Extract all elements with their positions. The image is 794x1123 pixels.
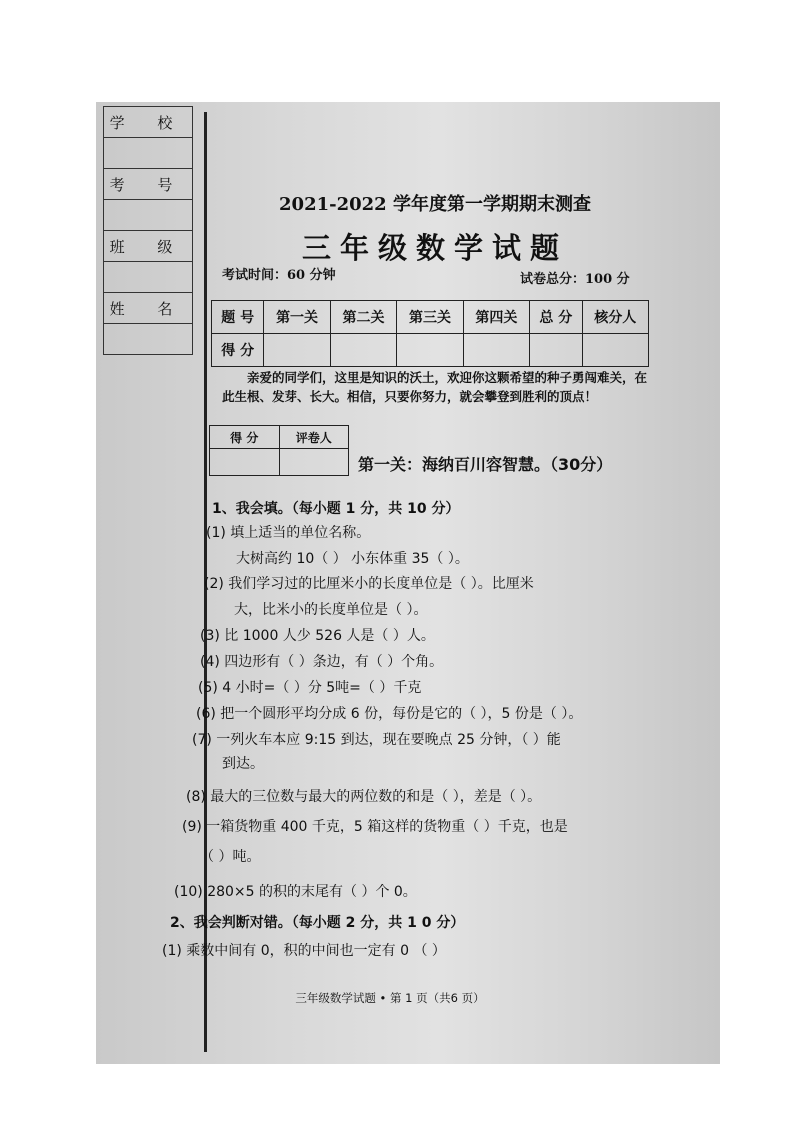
col-header: 第四关 xyxy=(463,301,529,334)
section1-title: 第一关：海纳百川容智慧。（30分） xyxy=(358,455,613,474)
exam-no-label: 考 号 xyxy=(104,169,193,200)
question-line: (1) 填上适当的单位名称。 xyxy=(206,525,371,541)
score-cell xyxy=(264,334,330,367)
score-table xyxy=(211,300,649,367)
intro-paragraph: 亲爱的同学们，这里是知识的沃土，欢迎你这颗希望的种子勇闯难关，在此生根、发芽、长大。相信，只要你努力，就会攀登到胜利的顶点！ xyxy=(222,370,648,404)
question-line: (10) 280×5 的积的末尾有（ ）个 0。 xyxy=(174,884,417,900)
question-line: (2) 我们学习过的比厘米小的长度单位是（ ）。比厘米 xyxy=(204,576,534,592)
question-line: （ ）吨。 xyxy=(200,849,261,865)
row-label-score: 得 分 xyxy=(212,334,264,367)
page-footer: 三年级数学试题 • 第 1 页（共6 页） xyxy=(295,991,485,1005)
school-label: 学 校 xyxy=(104,107,193,138)
col-header: 第三关 xyxy=(397,301,463,334)
class-field xyxy=(104,262,193,293)
grader-score-label: 得 分 xyxy=(210,426,280,449)
name-label: 姓 名 xyxy=(104,293,193,324)
question-line: 大树高约 10（ ） 小东体重 35（ ）。 xyxy=(236,551,469,567)
question-line: (9) 一箱货物重 400 千克，5 箱这样的货物重（ ）千克，也是 xyxy=(182,819,568,835)
total-score: 试卷总分：100 分 xyxy=(520,272,630,287)
school-field xyxy=(104,138,193,169)
q2-header: 2、我会判断对错。（每小题 2 分，共 1 0 分） xyxy=(170,915,465,931)
question-line: (4) 四边形有（ ）条边，有（ ）个角。 xyxy=(200,654,444,670)
score-cell xyxy=(582,334,649,367)
col-header: 总 分 xyxy=(530,301,582,334)
score-cell xyxy=(463,334,529,367)
grader-reviewer-label: 评卷人 xyxy=(279,426,349,449)
question-line: (7) 一列火车本应 9:15 到达，现在要晚点 25 分钟，（ ）能 xyxy=(192,732,561,748)
col-header: 第二关 xyxy=(330,301,396,334)
grader-reviewer-cell xyxy=(279,449,349,476)
question-line: 到达。 xyxy=(222,756,264,772)
grader-score-cell xyxy=(210,449,280,476)
question-line: 大，比米小的长度单位是（ ）。 xyxy=(234,602,428,618)
exam-time: 考试时间：60 分钟 xyxy=(222,268,336,283)
question-line: (8) 最大的三位数与最大的两位数的和是（ ），差是（ ）。 xyxy=(186,789,542,805)
question-line: (6) 把一个圆形平均分成 6 份，每份是它的（ ），5 份是（ ）。 xyxy=(196,706,583,722)
col-header: 核分人 xyxy=(582,301,649,334)
col-header: 第一关 xyxy=(264,301,330,334)
question-line: (3) 比 1000 人少 526 人是（ ）人。 xyxy=(200,628,435,644)
question-line: (5) 4 小时=（ ）分 5吨=（ ）千克 xyxy=(198,680,422,696)
row-label-number: 题 号 xyxy=(212,301,264,334)
paper-title: 三年级数学试题 xyxy=(301,231,568,265)
score-cell xyxy=(397,334,463,367)
exam-title: 2021-2022 学年度第一学期期末测查 xyxy=(279,194,591,215)
score-cell xyxy=(530,334,582,367)
student-info-table xyxy=(103,106,193,355)
name-field xyxy=(104,324,193,355)
q1-header: 1、我会填。（每小题 1 分，共 10 分） xyxy=(212,501,460,517)
class-label: 班 级 xyxy=(104,231,193,262)
grader-table xyxy=(209,425,349,476)
score-cell xyxy=(330,334,396,367)
exam-no-field xyxy=(104,200,193,231)
question-line: (1) 乘数中间有 0，积的中间也一定有 0 （ ） xyxy=(162,943,446,959)
